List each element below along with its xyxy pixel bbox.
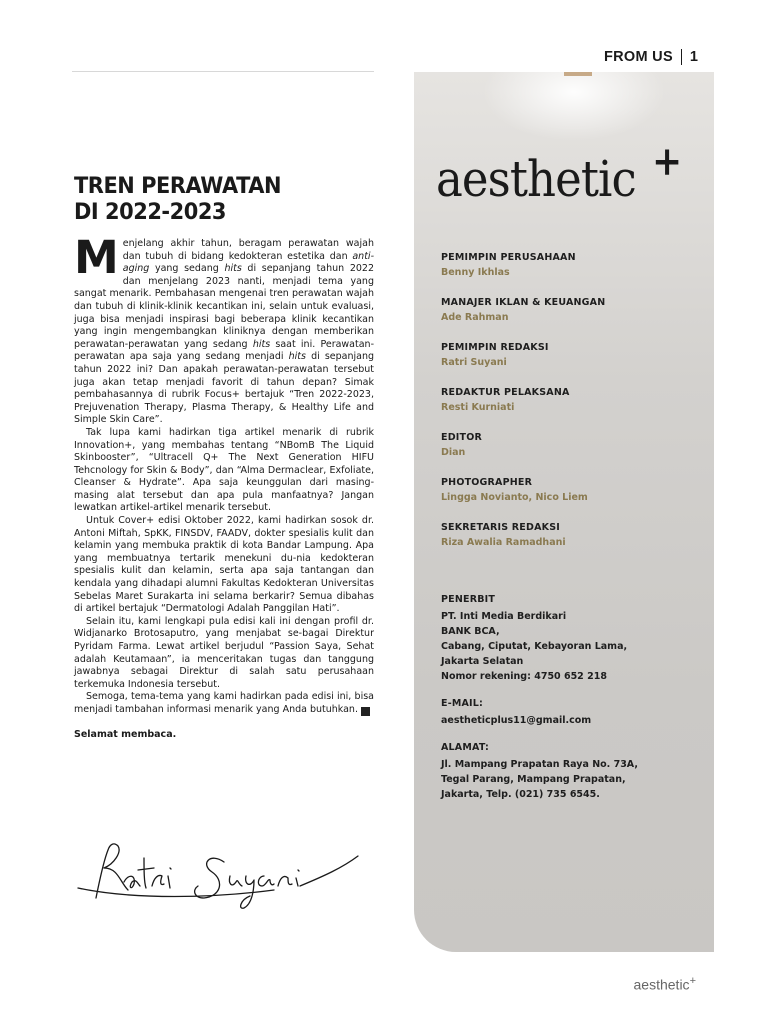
email-address: aestheticplus11@gmail.com <box>441 715 592 726</box>
address-label: ALAMAT: <box>441 742 489 753</box>
staff-role: REDAKTUR PELAKSANA <box>441 387 570 398</box>
page-header <box>604 49 698 65</box>
staff-entry <box>441 522 701 548</box>
page-number: 1 <box>689 49 698 65</box>
staff-role: MANAJER IKLAN & KEUANGAN <box>441 297 606 308</box>
footer-plus: + <box>689 975 696 987</box>
text-run: enjelang akhir tahun, beragam perawatan wajah dan tubuh di bidang kedokteran estetika dan <box>122 238 374 262</box>
publisher-info <box>441 594 701 816</box>
italic-term: hits <box>288 351 306 363</box>
paragraph-1 <box>74 231 375 427</box>
publisher-line: Nomor rekening: 4750 652 218 <box>441 671 607 682</box>
staff-entry <box>441 252 701 278</box>
paragraph-5 <box>74 691 383 716</box>
staff-list <box>441 252 701 567</box>
text-run: di sepanjang tahun 2022 dan menjelang 2023 nanti, menjadi tema yang sangat menarik. Pembahasan mengenai tren perawatan wajah dan tubuh di klinik-klinik kecantikan ini, selain untuk evaluasi, juga bisa menjadi inspirasi bagi beberapa klinik kecantikan yang ingin mengembangkan kliniknya dengan memberikan perawatan-perawatan yang sedang <box>74 263 374 350</box>
paragraph-2: Tak lupa kami hadirkan tiga artikel menarik di rubrik Innovation+, yang membahas tentang “NBomB The Liquid Skinbooster”, “Ultracell Q+ The Next Generation HIFU Tehcnology for Skin & Body”, dan “Alma Dermaclear, Exfoliate, Cleanser & Hydrate”. Apa saja keunggulan dari masing-masing alat tersebut dan apa pula manfaatnya? Jangan lewatkan artikel-artikel menarik tersebut. <box>74 426 374 514</box>
email-label: E-MAIL: <box>441 698 484 709</box>
paragraph-4: Selain itu, kami lengkapi pula edisi kali ini dengan profil dr. Widjanarko Brotosaputro, yang menjabat se-bagai Direktur Pyridam Farma. Lewat artikel berjudul “Passion Saya, Sehat adalah Keutamaan”, ia menceritakan tugas dan tanggung jawabnya sebagai Direktur di salah satu perusahaan terkemuka Indonesia tersebut. <box>74 615 374 690</box>
logo-plus: + <box>652 138 682 185</box>
end-mark-icon: a+ <box>361 707 370 716</box>
lamp-glow <box>564 72 592 76</box>
article-body <box>74 231 383 717</box>
staff-entry <box>441 477 701 503</box>
publisher-line: Jakarta Selatan <box>441 656 524 667</box>
staff-name: Riza Awalia Ramadhani <box>441 537 566 548</box>
address-line: Jakarta, Telp. (021) 735 6545. <box>441 789 600 800</box>
footer-brand: aesthetic <box>633 976 690 993</box>
text-run: Semoga, tema-tema yang kami hadirkan pada edisi ini, bisa menjadi tambahan informasi menarik yang Anda butuhkan. <box>74 691 374 715</box>
masthead-panel <box>414 72 714 952</box>
staff-name: Benny Ikhlas <box>441 267 510 278</box>
staff-name: Ratri Suyani <box>441 357 507 368</box>
address-block <box>441 742 701 802</box>
headline <box>74 174 353 225</box>
staff-entry <box>441 342 701 368</box>
italic-term: anti-aging <box>122 250 374 275</box>
staff-name: Ade Rahman <box>441 312 509 323</box>
staff-name: Dian <box>441 447 466 458</box>
address-line: Tegal Parang, Mampang Prapatan, <box>441 774 626 785</box>
editorial-article <box>74 173 383 740</box>
publisher-line: BANK BCA, <box>441 626 500 637</box>
top-rule <box>72 71 374 72</box>
section-label: FROM US <box>603 49 673 65</box>
address-line: Jl. Mampang Prapatan Raya No. 73A, <box>441 759 638 770</box>
staff-name: Lingga Novianto, Nico Liem <box>441 492 588 503</box>
staff-role: PHOTOGRAPHER <box>441 477 533 488</box>
text-run: di sepanjang tahun 2022 ini? Dan apakah perawatan-perawatan tersebut juga akan tetap menjadi favorit di tahun depan? Simak pembahasannya di rubrik Focus+ bertajuk “Tren 2022-2023, Prejuvenation Therapy, Plasma Therapy, & Healthy Life and Simple Skin Care”. <box>74 351 375 426</box>
email-block <box>441 698 701 728</box>
page-footer <box>634 975 696 993</box>
drop-cap: M <box>74 231 119 284</box>
signature-image <box>74 838 364 910</box>
italic-term: hits <box>224 263 242 275</box>
closing-line: Selamat membaca. <box>74 728 177 740</box>
italic-term: hits <box>252 338 271 350</box>
headline-line-2: DI 2022-2023 <box>74 198 227 225</box>
staff-entry <box>441 387 701 413</box>
paragraph-3: Untuk Cover+ edisi Oktober 2022, kami hadirkan sosok dr. Antoni Miftah, SpKK, FINSDV, FAADV, dokter spesialis kulit dan kelamin yang membuka praktik di kota Bandar Lampung. Apa yang membuatnya tertarik menekuni du-nia kedokteran spesialis kulit dan kelamin, serta apa saja tantangan dan kendala yang dihadapi alumni Fakultas Kedokteran Universitas Sebelas Maret Surakarta ini selama berkarir? Semua dibahas di artikel bertajuk “Dermatologi Adalah Panggilan Hati”. <box>74 515 374 615</box>
staff-entry <box>441 297 701 323</box>
publisher-block <box>441 594 701 684</box>
text-run: yang sedang <box>149 263 225 275</box>
staff-role: EDITOR <box>441 432 482 443</box>
publisher-label: PENERBIT <box>441 594 496 605</box>
text-run: saat ini. Perawatan-perawatan apa saja yang sedang menjadi <box>74 338 375 363</box>
logo-text: aesthetic <box>436 150 636 208</box>
publisher-line: PT. Inti Media Berdikari <box>441 611 567 622</box>
header-divider <box>681 49 682 65</box>
headline-line-1: TREN PERAWATAN <box>74 173 282 199</box>
staff-role: PEMIMPIN PERUSAHAAN <box>441 252 576 263</box>
staff-name: Resti Kurniati <box>441 402 515 413</box>
staff-role: PEMIMPIN REDAKSI <box>441 342 549 353</box>
staff-role: SEKRETARIS REDAKSI <box>441 522 560 533</box>
aesthetic-logo <box>436 138 682 208</box>
staff-entry <box>441 432 701 458</box>
publisher-line: Cabang, Ciputat, Kebayoran Lama, <box>441 641 628 652</box>
